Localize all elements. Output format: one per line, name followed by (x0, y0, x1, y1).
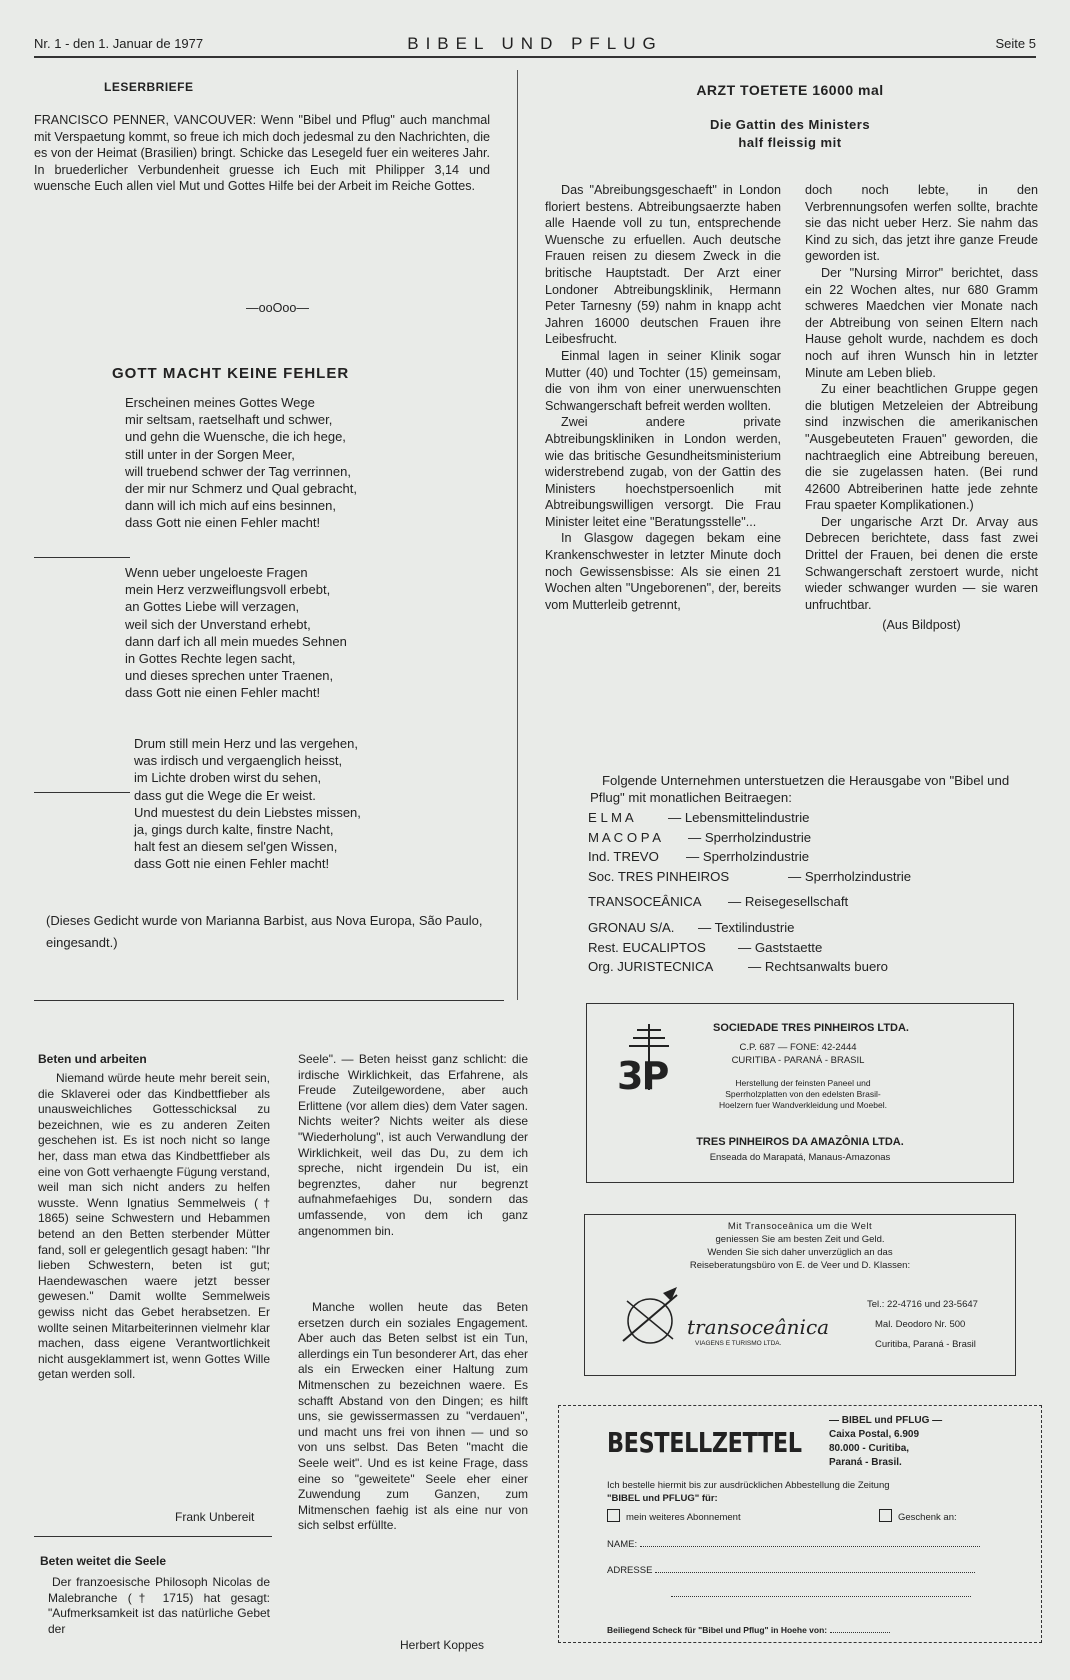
separator: —ooOoo— (246, 301, 309, 315)
arzt-paragraph: doch noch lebte, in den Verbrennungsofen werfen sollte, brachte sie das nicht ueber Herz. Sie nahm das Kind zu sich, das jetzt ihre ganze Freude geworden ist. (805, 183, 1038, 264)
beten-seele-text: Der franzoesische Philosoph Nicolas de Malebranche († 1715) hat gesagt: "Aufmerksamkeit ist das natürliche Gebet der (48, 1575, 270, 1636)
sponsor-name: GRONAU S/A. (588, 919, 675, 935)
check-amount-label: Beiliegend Scheck für "Bibel und Pflug" in Hoehe von: (607, 1625, 828, 1635)
column-divider (517, 70, 518, 1000)
sponsor-row (588, 808, 1008, 828)
address-input-line[interactable] (655, 1562, 975, 1573)
3p-address-2: CURITIBA - PARANÁ - BRASIL (731, 1055, 865, 1066)
order-form-text-1: Ich bestelle hiermit bis zur ausdrücklichen Abbestellung die Zeitung (607, 1480, 890, 1491)
masthead-title: BIBEL UND PFLUG (407, 34, 663, 53)
3p-sub-address: Enseada do Marapatá, Manaus-Amazonas (709, 1152, 891, 1163)
beten-arbeiten-col2b: Manche wollen heute das Beten ersetzen durch ein soziales Engagement. Aber auch das Beten selbst ist ein Tun, allerdings ein Tun besonderer Art, das eher als ein Erwecken einer Haltung zum Mitmenschen zu bezeichnen waere. Es schafft Abstand von den Dingen; es hilft uns, sie gewissermassen zu "verdauen", und macht uns frei von ihnen — und so von uns selbst. Das Beten "macht die Seele weit". Und es ist keine Frage, dass eine so "geweitete" Seele eher einer Zuwendung zum Ganzen, zum Mitmenschen faehig ist als eine nur von sich selbst erfüllte. (298, 1300, 528, 1533)
arzt-paragraph: In Glasgow dagegen bekam eine Krankenschwester in letzter Minute doch noch Gewissensbisse: Als sie einen 21 Wochen alten "Ungeborenen", der, bereits vom Mutterleib getrennt, (545, 531, 781, 612)
order-address-line: Caixa Postal, 6.909 (829, 1429, 920, 1440)
transoceanica-tel: Tel.: 22-4716 und 23-5647 (867, 1299, 978, 1310)
subscription-option[interactable] (607, 1509, 741, 1524)
name-field[interactable] (607, 1536, 1007, 1551)
transoceanica-line-4: Reiseberatungsbüro von E. de Veer und D. Klassen: (689, 1260, 911, 1271)
sponsor-desc: — Rechtsanwalts buero (748, 959, 889, 975)
3p-address-1: C.P. 687 — FONE: 42-2444 (739, 1042, 857, 1053)
beten-arbeiten-col2a: Seele". — Beten heisst ganz schlicht: die irdische Wirklichkeit, das Erfahrene, als Freude Zuteilgewordene, aber auch Erlittene (vor allem dies) dem Vater sagen. Nichts weiter? Nichts weiter als diese "Wiederholung", ist auch Verwandlung der Wirklichkeit, weil das Du, zu dem ich spreche, nicht irgendein Du ist, ein begrenztes, daher nur begrenzt aufnahmefaehiges Du, sondern das umfassende, von dem ich ganz angenommen bin. (298, 1052, 528, 1238)
3p-description: Herstellung der feinsten Paneel und Sperrholzplatten von den edelsten Brasil-Hoelzern fuer Wandverkleidung und Moebel. (719, 1078, 887, 1110)
sponsor-desc: — Sperrholzindustrie (686, 849, 810, 865)
name-input-line[interactable] (640, 1536, 980, 1547)
arzt-paragraph: Zu einer beachtlichen Gruppe gegen die blutigen Metzeleien der Abtreibung sind inzwischen die amerikanischen "Ausgebeuteten Frauen" geworden, die nachtraeglich eine Abtreibung bereuen, die sie zugelassen haten. (Bei rund 42600 Abtreiberinen hatte jede zehnte Frau spaeter Komplikationen.) (805, 382, 1038, 513)
transoceanica-line-1: Mit Transoceânica um die Welt (727, 1221, 873, 1232)
sponsor-desc: — Lebensmittelindustrie (668, 810, 810, 825)
order-form-footer (607, 1622, 890, 1636)
beten-arbeiten-col1: Niemand würde heute mehr bereit sein, die Sklaverei oder das Kindbettfieber als unausweichliches Gottesschicksal zu bezeichnen, wie es zu anderen Zeiten geschehen ist. Es ist noch nicht so lange her, dass man etwa das Kindbettfieber als eine von Gott verhaengte Fügung verstand, weil man sich nicht anders zu helfen wusste. Wenn Ignatius Semmelweis († 1865) seine Schwestern und Hebammen betend an den Betten sterbender Mütter fand, soll er gelegentlich gesagt haben: "Ihr lieben Schwestern, beten ist gut; Haendewaschen waere jetzt besser gewesen." Damit wollte Semmelweis gewiss nicht das Gebet herabsetzen. Er wollte seinen Mitarbeiterinnen vielmehr klar machen, dass eigene Verantwortlichkeit nicht ausgeklammert ist, wenn Gottes Wille getan werden soll. (38, 1071, 270, 1382)
section-divider (34, 1000, 504, 1001)
transoceanica-logo-sub: VIAGENS E TURISMO LTDA. (695, 1340, 782, 1347)
order-address-line: — BIBEL und PFLUG — (829, 1415, 943, 1426)
sponsor-row (588, 938, 1008, 958)
leserbriefe-text: FRANCISCO PENNER, VANCOUVER: Wenn "Bibel und Pflug" auch manchmal mit Verspaetung kommt, so freue ich mich doch jedesmal zu den Nachrichten, die es von der Heimat (Brasilien) bringt. Schicke das Lesegeld fuer ein weiteres Jahr. In bruederlicher Verbundenheit gruesse ich Euch mit Philipper 3,14 und wuensche Euch allen viel Mut und Gottes Hilfe bei der Arbeit im Reiche Gottes. (34, 113, 490, 194)
transoceanica-city: Curitiba, Paraná - Brasil (875, 1339, 976, 1350)
beten-arbeiten-author: Frank Unbereit (175, 1510, 255, 1524)
poem-divider-2 (34, 792, 130, 793)
poem-stanza-2: Wenn ueber ungeloeste Fragen mein Herz verzweiflungsvoll erbebt, an Gottes Liebe will verzagen, weil sich der Unverstand erhebt, dann darf ich all mein muedes Sehnen in Gottes Rechte legen sacht, und dieses sprechen unter Traenen, dass Gott nie einen Fehler macht! (125, 565, 347, 701)
poem-stanza-3: Drum still mein Herz und las vergehen, was irdisch und vergaenglich heisst, im Lichte droben wirst du sehen, dass gut die Wege die Er weist. Und muestest du dein Liebstes missen, ja, gings durch kalte, finstre Nacht, halt fest an diesem sel'gen Wissen, dass Gott nie einen Fehler macht! (134, 736, 361, 872)
arzt-paragraph: Einmal lagen in seiner Klinik sogar Mutter (40) und Tochter (15) gemeinsam, die von ihm von einer unerwuenschten Schwangerschaft befreit werden wollten. (545, 348, 781, 413)
sponsor-name: Org. JURISTECNICA (588, 959, 714, 975)
gift-option[interactable] (879, 1509, 957, 1524)
beten-arbeiten-author-2: Herbert Koppes (400, 1638, 485, 1652)
sponsor-row (588, 828, 1008, 848)
beten-seele-title: Beten weitet die Seele (40, 1554, 167, 1568)
sponsor-name: Soc. TRES PINHEIROS (588, 868, 730, 884)
issue-date: Nr. 1 - den 1. Januar de 1977 (34, 36, 204, 51)
transoceanica-logo: transoceânica (687, 1315, 830, 1339)
sponsor-row (588, 957, 1008, 977)
poem-stanza-1: Erscheinen meines Gottes Wege mir seltsam, raetselhaft und schwer, und gehn die Wuensche, die ich hege, still unter in der Sorgen Meer, will truebend schwer der Tag verrinnen, der mir nur Schmerz und Qual gebracht, dann will ich mich auf eins besinnen, dass Gott nie einen Fehler macht! (125, 395, 357, 531)
sponsors-list (588, 808, 1008, 977)
gift-checkbox[interactable] (879, 1509, 892, 1522)
order-form-address (829, 1414, 942, 1470)
sponsor-desc: — Gaststaette (738, 939, 823, 955)
leserbriefe-title: LESERBRIEFE (104, 80, 194, 94)
arzt-source: (Aus Bildpost) (882, 618, 961, 633)
subscription-label: mein weiteres Abonnement (626, 1512, 741, 1523)
order-form (558, 1405, 1042, 1643)
arzt-subtitle-1: Die Gattin des Ministers (709, 117, 871, 132)
order-form-title: BESTELLZETTEL (607, 1426, 802, 1459)
transoceanica-line-3: Wenden Sie sich daher unverzüglich an das (707, 1247, 893, 1258)
3p-logo: 3P (617, 1054, 668, 1098)
sponsor-row (588, 847, 1008, 867)
sponsor-name: M A C O P A (588, 829, 662, 845)
sponsor-row (588, 918, 1008, 938)
sponsor-desc: — Textilindustrie (698, 919, 795, 935)
subscription-checkbox[interactable] (607, 1509, 620, 1522)
check-amount-input-line[interactable] (830, 1622, 890, 1633)
ad-tres-pinheiros (586, 1003, 1014, 1183)
arzt-column-2 (805, 182, 1038, 634)
poem-credit: (Dieses Gedicht wurde von Marianna Barbist, aus Nova Europa, São Paulo, eingesandt.) (46, 913, 483, 950)
gift-label: Geschenk an: (898, 1512, 957, 1523)
sponsor-desc: — Sperrholzindustrie (688, 829, 812, 845)
name-label: NAME: (607, 1539, 638, 1550)
page-number: Seite 5 (995, 36, 1036, 51)
page-header (34, 34, 1036, 58)
arzt-paragraph: Das "Abreibungsgeschaeft" in London floriert bestens. Abtreibungsaerzte haben alle Haende voll zu tun, entsprechende Wuensche zu erfuellen. Auch deutsche Frauen reisen zu diesem Zweck in die britische Hauptstadt. Der Arzt einer Londoner Abtreibungsklinik, Hermann Peter Tarnesny (59) nahm in knapp acht Jahren 16000 deutschen Frauen ihre Leibesfrucht. (545, 183, 781, 347)
3p-sub-company: TRES PINHEIROS DA AMAZÔNIA LTDA. (696, 1136, 904, 1148)
order-address-line: Paraná - Brasil. (829, 1457, 902, 1468)
address-label: ADRESSE (607, 1565, 653, 1576)
sponsor-name: Rest. EUCALIPTOS (588, 939, 706, 955)
poem-divider (34, 557, 130, 558)
ad-transoceanica (584, 1214, 1016, 1376)
sponsor-name: TRANSOCEÂNICA (588, 894, 702, 910)
3p-company: SOCIEDADE TRES PINHEIROS LTDA. (713, 1022, 909, 1034)
arzt-paragraph: Der "Nursing Mirror" berichtet, dass ein 22 Wochen altes, nur 680 Gramm schweres Maedchen vier Monate nach der Abtreibung von seinen Eltern nach Hause geholt wurde, nachdem es doch noch auf ihren Wunsch hin in letzter Minute am Leben blieb. (805, 265, 1038, 380)
sponsor-desc: — Sperrholzindustrie (788, 868, 912, 884)
address-field[interactable] (607, 1562, 1007, 1577)
sponsors-intro: Folgende Unternehmen unterstuetzen die Herausgabe von "Bibel und Pflug" mit monatlichen Beitraegen: (590, 773, 1010, 805)
transoceanica-line-2: geniessen Sie am besten Zeit und Geld. (715, 1234, 885, 1245)
order-form-text-2: "BIBEL und PFLUG" für: (607, 1493, 718, 1504)
arzt-subtitle-2: half fleissig mit (738, 135, 842, 150)
arzt-paragraph: Der ungarische Arzt Dr. Arvay aus Debrecen berichtete, dass fast zwei Drittel der Frauen, bei denen die erste Schwangerschaft zerstoert wurde, nicht wieder schwanger wurden — sie waren unfruchtbar. (805, 514, 1038, 612)
sponsor-desc: — Reisegesellschaft (728, 894, 849, 910)
address-extra-line[interactable] (671, 1586, 971, 1601)
arzt-title: ARZT TOETETE 16000 mal (696, 82, 884, 98)
sponsor-name: E L M A (588, 810, 634, 825)
address-input-line-2[interactable] (671, 1586, 971, 1597)
order-address-line: 80.000 - Curitiba, (829, 1443, 910, 1454)
transoceanica-street: Mal. Deodoro Nr. 500 (875, 1319, 966, 1330)
sponsor-row (588, 892, 1008, 912)
sponsor-name: Ind. TREVO (588, 849, 659, 865)
poem-title: GOTT MACHT KEINE FEHLER (112, 365, 350, 382)
subsection-divider (34, 1536, 272, 1537)
globe-airplane-icon (615, 1281, 685, 1351)
beten-arbeiten-title: Beten und arbeiten (38, 1052, 147, 1066)
sponsor-row (588, 867, 1008, 887)
arzt-paragraph: Zwei andere private Abtreibungskliniken in London werden, wie das britische Gesundheitsministerium widerstrebend zugab, von der Gattin des Ministers hoechstpersoenlich mit Abtreibungswilligen versorgt. Die Frau Minister leitet eine "Beratungsstelle"... (545, 415, 781, 529)
arzt-column-1 (545, 182, 781, 613)
